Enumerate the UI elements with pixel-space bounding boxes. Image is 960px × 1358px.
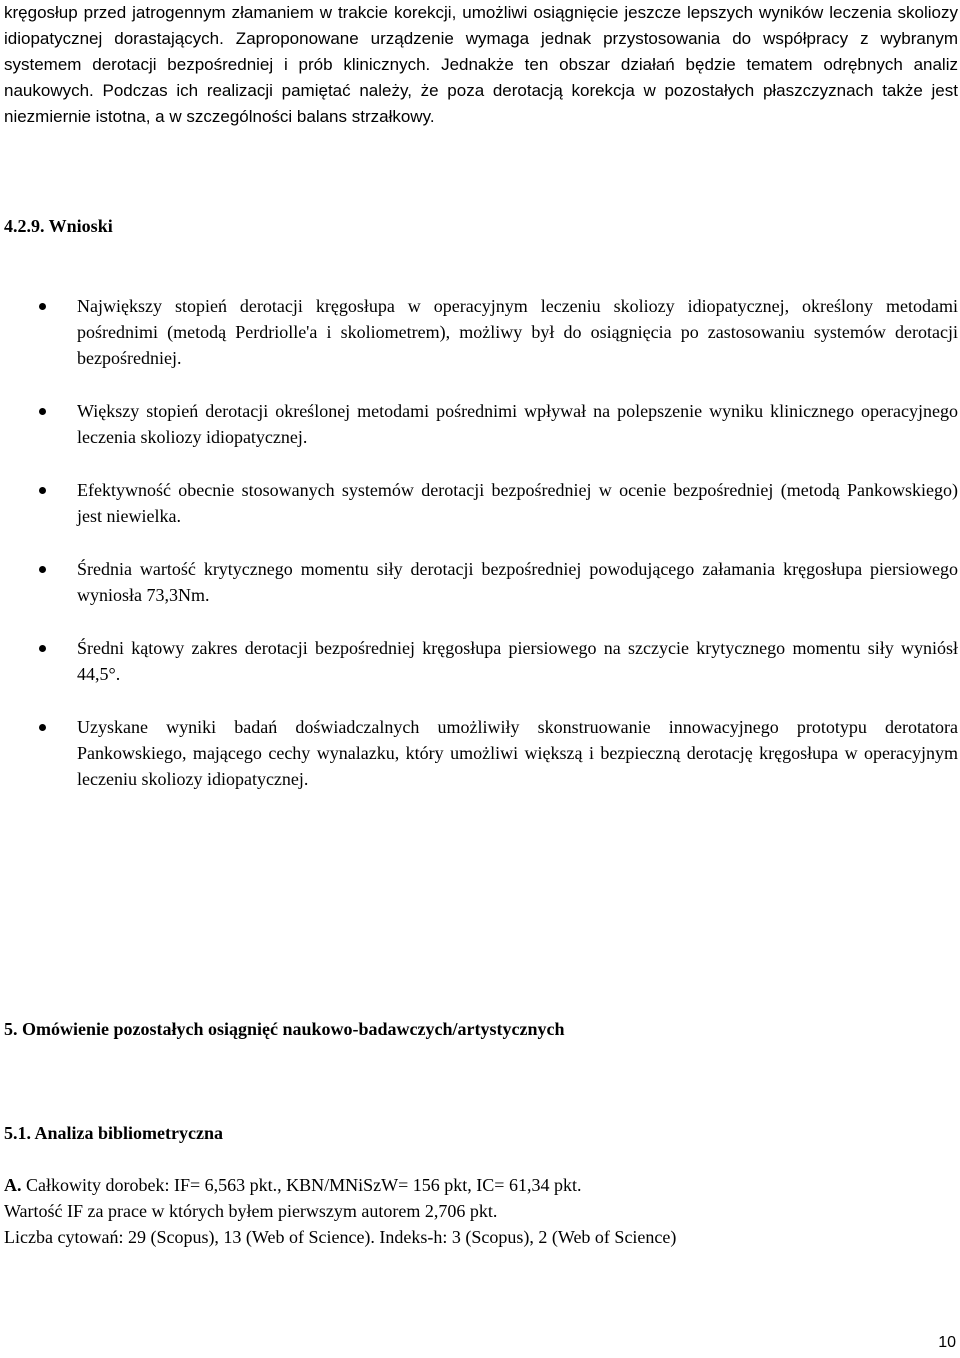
biblio-total-prefix: A. (4, 1175, 22, 1195)
conclusion-text: Średnia wartość krytycznego momentu siły derotacji bezpośredniej powodującego załamania kręgosłupa piersiowego wyniosła 73,3Nm. (77, 559, 958, 605)
biblio-first-author-line: Wartość IF za prace w których byłem pierwszym autorem 2,706 pkt. (4, 1201, 498, 1221)
conclusion-text: Większy stopień derotacji określonej metodami pośrednimi wpływał na polepszenie wyniku klinicznego operacyjnego leczenia skoliozy idiopatycznej. (77, 401, 958, 447)
bullet-icon (39, 487, 46, 494)
conclusion-text: Największy stopień derotacji kręgosłupa w operacyjnym leczeniu skoliozy idiopatycznej, określony metodami pośrednimi (metodą Perdriolle'a i skoliometrem), możliwy był do osiągnięcia po zastosowaniu systemów derotacji bezpośredniej. (77, 296, 958, 368)
conclusion-text: Średni kątowy zakres derotacji bezpośredniej kręgosłupa piersiowego na szczycie krytycznego momentu siły wyniósł 44,5°. (77, 638, 958, 684)
bullet-icon (39, 566, 46, 573)
section-heading-5-1: 5.1. Analiza bibliometryczna (4, 1123, 223, 1143)
bullet-icon (39, 303, 46, 310)
bullet-icon (39, 645, 46, 652)
intro-paragraph: kręgosłup przed jatrogennym złamaniem w trakcie korekcji, umożliwi osiągnięcie jeszcze lepszych wyników leczenia skoliozy idiopatycznej dorastających. Zaproponowane urządzenie wymaga jednak przystosowania do współpracy z wybranym systemem derotacji bezpośredniej i prób klinicznych. Jednakże ten obszar działań będzie tematem odrębnych analiz naukowych. Podczas ich realizacji pamiętać należy, że poza derotacją korekcja w pozostałych płaszczyznach także jest niezmiernie istotna, a w szczególności balans strzałkowy. (4, 3, 958, 126)
biblio-total-line (4, 1172, 581, 1198)
conclusion-text: Efektywność obecnie stosowanych systemów derotacji bezpośredniej w ocenie bezpośredniej (metodą Pankowskiego) jest niewielka. (77, 480, 958, 526)
bullet-icon (39, 724, 46, 731)
bullet-icon (39, 408, 46, 415)
conclusion-text: Uzyskane wyniki badań doświadczalnych umożliwiły skonstruowanie innowacyjnego prototypu derotatora Pankowskiego, mającego cechy wynalazku, który umożliwi większą i bezpieczną derotację kręgosłupa w operacyjnym leczeniu skoliozy idiopatycznej. (77, 717, 958, 789)
section-heading-wnioski: 4.2.9. Wnioski (4, 216, 113, 236)
biblio-total-text: Całkowity dorobek: IF= 6,563 pkt., KBN/MNiSzW= 156 pkt, IC= 61,34 pkt. (21, 1175, 582, 1195)
biblio-citations-line: Liczba cytowań: 29 (Scopus), 13 (Web of Science). Indeks-h: 3 (Scopus), 2 (Web of Science) (4, 1227, 677, 1247)
section-heading-5: 5. Omówienie pozostałych osiągnięć naukowo-badawczych/artystycznych (4, 1019, 565, 1039)
page-number: 10 (938, 1334, 956, 1351)
